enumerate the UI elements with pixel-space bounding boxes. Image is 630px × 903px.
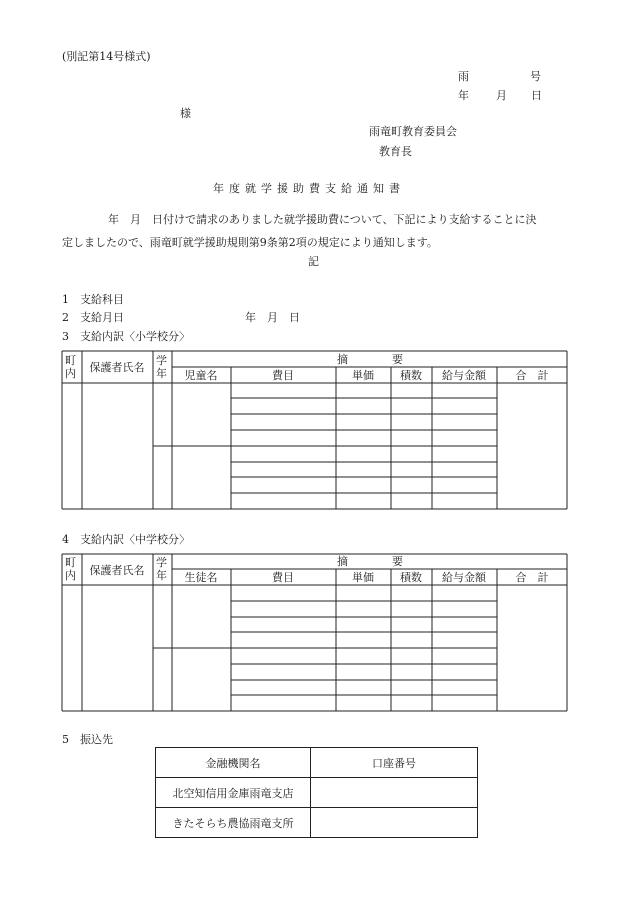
jr-col-town-2: 内 xyxy=(65,569,76,582)
addressee-suffix: 様 xyxy=(180,107,191,120)
form-label: (別記第14号様式) xyxy=(62,50,151,63)
elem-col-quantity: 積数 xyxy=(400,369,422,382)
jr-col-unit-price: 単価 xyxy=(352,571,374,584)
issuer-title: 教育長 xyxy=(379,145,412,158)
bank-row xyxy=(156,808,478,838)
item-5: 5 振込先 xyxy=(62,733,113,746)
jr-col-student: 生徒名 xyxy=(184,571,218,584)
jr-col-expense: 費目 xyxy=(272,571,294,584)
ki-label: 記 xyxy=(308,255,319,268)
bank-row xyxy=(156,778,478,808)
jr-col-amount: 給与金額 xyxy=(442,571,486,584)
document-number-suffix: 号 xyxy=(530,70,541,83)
date-month: 月 xyxy=(496,89,507,102)
jr-col-quantity: 積数 xyxy=(400,571,422,584)
item-4: 4 支給内訳〈中学校分〉 xyxy=(62,533,190,546)
jr-col-total: 合 計 xyxy=(515,571,549,584)
jr-col-town-1: 町 xyxy=(65,556,76,569)
bank-account-1 xyxy=(311,778,478,808)
jr-col-grade-1: 学 xyxy=(156,556,167,569)
elem-col-unit-price: 単価 xyxy=(352,369,374,382)
elem-col-amount: 給与金額 xyxy=(442,369,486,382)
bank-name-1: 北空知信用金庫雨竜支店 xyxy=(156,778,311,808)
body-line-2: 定しましたので、雨竜町就学援助規則第9条第2項の規定により通知します。 xyxy=(62,236,438,249)
elem-col-guardian: 保護者氏名 xyxy=(89,361,145,374)
elem-col-grade-2: 年 xyxy=(156,367,167,380)
bank-col-account: 口座番号 xyxy=(311,748,478,778)
document-title: 年度就学援助費支給通知書 xyxy=(213,182,405,195)
junior-table-grid xyxy=(62,554,567,711)
elem-col-student: 児童名 xyxy=(184,369,218,382)
date-year: 年 xyxy=(458,89,469,102)
bank-account-2 xyxy=(311,808,478,838)
bank-header-row xyxy=(156,748,478,778)
date-day: 日 xyxy=(531,89,542,102)
item-3: 3 支給内訳〈小学校分〉 xyxy=(62,330,190,343)
body-line-1: 年 月 日付けで請求のありました就学援助費について、下記により支給することに決 xyxy=(108,213,537,226)
elem-col-town-2: 内 xyxy=(65,367,76,380)
jr-col-grade-2: 年 xyxy=(156,569,167,582)
item-2: 2 支給月日 xyxy=(62,311,124,324)
bank-name-2: きたそらち農協雨竜支所 xyxy=(156,808,311,838)
document-number-prefix: 雨 xyxy=(458,70,469,83)
bank-table xyxy=(155,747,478,838)
elem-col-town-1: 町 xyxy=(65,354,76,367)
elem-col-grade-1: 学 xyxy=(156,354,167,367)
issuer-name: 雨竜町教育委員会 xyxy=(369,125,457,138)
elem-col-expense: 費目 xyxy=(272,369,294,382)
jr-col-guardian: 保護者氏名 xyxy=(89,564,145,577)
jr-col-summary: 摘 要 xyxy=(337,555,403,568)
bank-col-name: 金融機関名 xyxy=(156,748,311,778)
item-1: 1 支給科目 xyxy=(62,293,124,306)
elem-col-summary: 摘 要 xyxy=(337,353,403,366)
elem-col-total: 合 計 xyxy=(515,369,549,382)
item-2-date: 年 月 日 xyxy=(245,311,300,324)
